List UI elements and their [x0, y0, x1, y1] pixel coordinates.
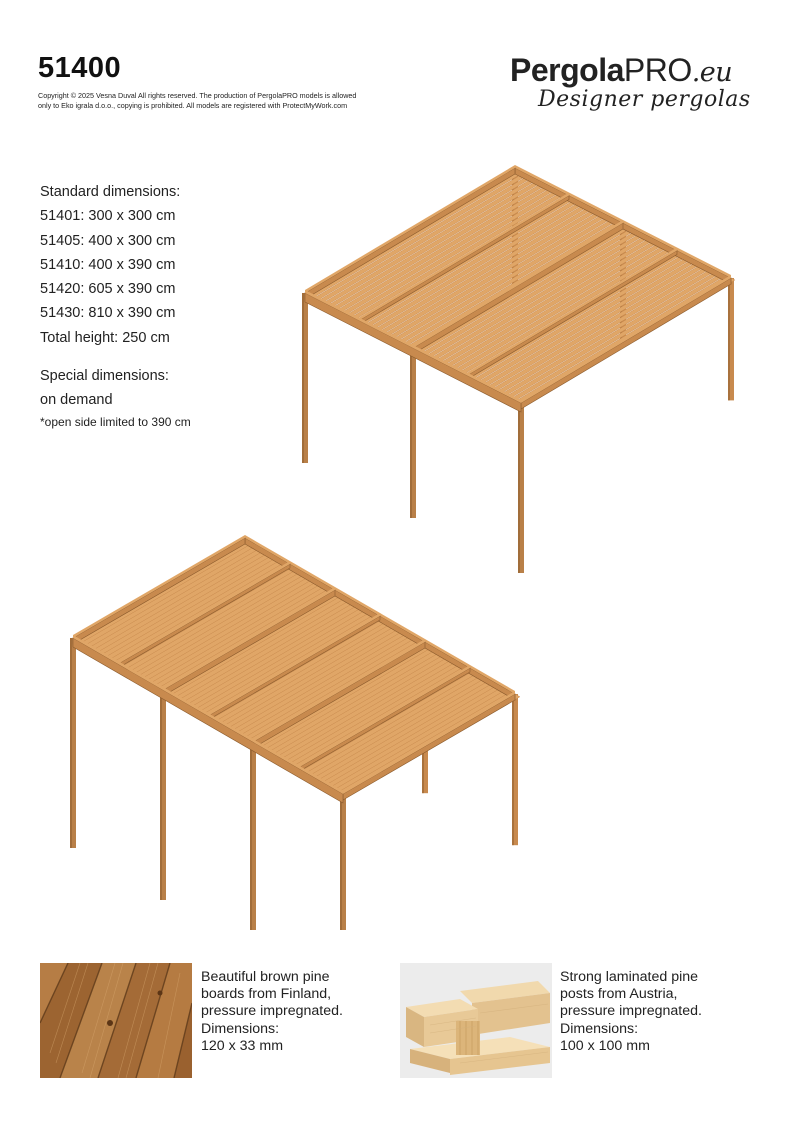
total-height: Total height: 250 cm — [40, 329, 170, 346]
pergola-post-shade — [340, 794, 342, 930]
caption-line: Dimensions: — [560, 1020, 639, 1037]
caption-line: 100 x 100 mm — [560, 1037, 650, 1054]
pergola-post-shade — [728, 278, 730, 400]
pergola-post-shade — [250, 742, 252, 930]
dimension-item: 51410: 400 x 390 cm — [40, 256, 176, 273]
pergola-illustration-two-bay — [290, 160, 750, 580]
pergola-post-shade — [410, 348, 412, 518]
caption-line: posts from Austria, — [560, 986, 678, 1003]
logo-brand-eu: .eu — [691, 57, 733, 88]
caption-line: Dimensions: — [201, 1020, 280, 1037]
special-dimensions-value: on demand — [40, 392, 113, 409]
copyright-notice — [38, 91, 438, 110]
caption-line: Beautiful brown pine — [201, 969, 330, 985]
laminated-posts-photo — [400, 963, 552, 1078]
logo-wordmark — [510, 52, 751, 89]
logo-brand-pro: PRO — [623, 52, 692, 88]
pine-boards-photo — [40, 963, 192, 1078]
dimension-item: 51420: 605 x 390 cm — [40, 281, 176, 298]
copyright-line-1: Copyright © 2025 Vesna Duval All rights reserved. The production of PergolaPRO models is allowed — [38, 91, 357, 100]
pergola-post-shade — [160, 690, 162, 900]
pergola-post-shade — [302, 293, 304, 463]
logo-brand-pergola: Pergola — [510, 52, 624, 88]
standard-dimensions-heading: Standard dimensions: — [40, 184, 181, 200]
pergolapro-logo — [510, 52, 751, 112]
dimensions-block — [40, 180, 191, 431]
special-dimensions-note: *open side limited to 390 cm — [40, 414, 191, 429]
model-number: 51400 — [38, 52, 122, 84]
special-dimensions-heading: Special dimensions: — [40, 368, 169, 385]
caption-line: pressure impregnated. — [201, 1003, 343, 1020]
laminated-posts-caption — [560, 969, 702, 1055]
caption-line: 120 x 33 mm — [201, 1037, 284, 1054]
caption-line: pressure impregnated. — [560, 1003, 702, 1020]
dimension-item: 51430: 810 x 390 cm — [40, 305, 176, 322]
pergola-post-shade — [70, 638, 72, 848]
pergola-post-shade — [512, 694, 514, 845]
dimension-item: 51405: 400 x 300 cm — [40, 232, 176, 249]
logo-tagline: Designer pergolas — [538, 87, 751, 112]
dimension-item: 51401: 300 x 300 cm — [40, 208, 176, 225]
caption-line: Strong laminated pine — [560, 969, 699, 985]
caption-line: boards from Finland, — [201, 986, 332, 1003]
pergola-illustration-three-bay — [55, 530, 535, 930]
pine-boards-caption — [201, 969, 343, 1055]
copyright-line-2: only to Eko igrala d.o.o., copying is prohibited. All models are registered with ProtectMyWork.com — [38, 100, 348, 110]
